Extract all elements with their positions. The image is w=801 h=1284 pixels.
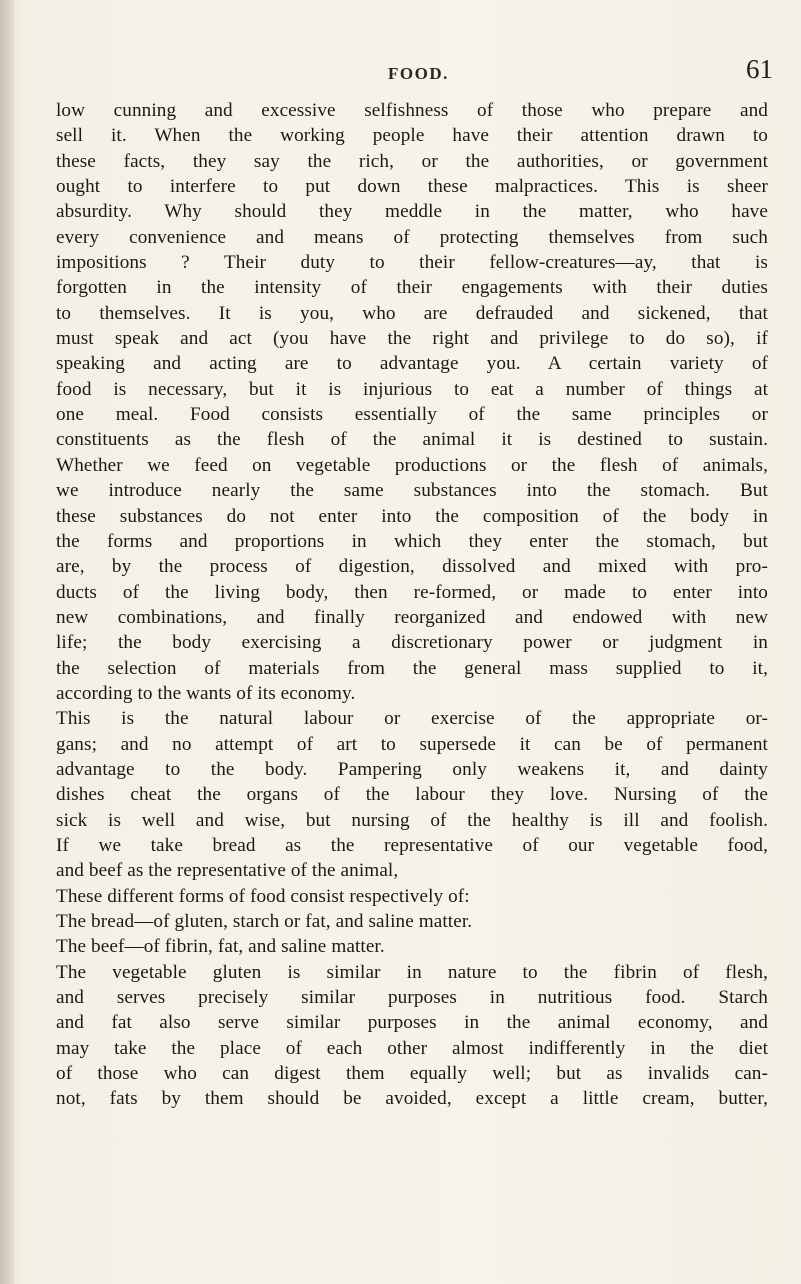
- text-line: of those who can digest them equally well; but as invalids can-: [56, 1063, 768, 1085]
- body-text: [56, 98, 768, 1112]
- text-line: The bread—of gluten, starch or fat, and saline matter.: [56, 911, 473, 932]
- text-line: life; the body exercising a discretionary power or judgment in: [56, 632, 768, 654]
- text-line: This is the natural labour or exercise of the appropriate or-: [56, 708, 768, 730]
- text-line: If we take bread as the representative of our vegetable food,: [56, 834, 768, 856]
- text-line: the forms and proportions in which they enter the stomach, but: [56, 530, 768, 552]
- text-line: These different forms of food consist respectively of:: [56, 885, 470, 907]
- text-line: may take the place of each other almost indifferently in the diet: [56, 1037, 768, 1059]
- text-line: The vegetable gluten is similar in nature to the fibrin of flesh,: [56, 961, 768, 983]
- text-line: speaking and acting are to advantage you. A certain variety of: [56, 353, 768, 375]
- text-line: absurdity. Why should they meddle in the matter, who have: [56, 201, 768, 223]
- text-line: we introduce nearly the same substances into the stomach. But: [56, 480, 768, 502]
- text-line: dishes cheat the organs of the labour they love. Nursing of the: [56, 784, 768, 806]
- text-line: forgotten in the intensity of their engagements with their duties: [56, 277, 768, 299]
- text-line: one meal. Food consists essentially of the same principles or: [56, 404, 768, 426]
- text-line: the selection of materials from the general mass supplied to it,: [56, 657, 768, 679]
- text-line: gans; and no attempt of art to supersede it can be of permanent: [56, 733, 768, 755]
- text-line: constituents as the flesh of the animal it is destined to sustain.: [56, 429, 768, 451]
- text-line: according to the wants of its economy.: [56, 682, 356, 704]
- text-line: these substances do not enter into the composition of the body in: [56, 505, 768, 527]
- text-line: The beef—of fibrin, fat, and saline matter.: [56, 936, 385, 958]
- text-line: food is necessary, but it is injurious to eat a number of things at: [56, 378, 768, 400]
- running-title: FOOD.: [388, 64, 449, 83]
- page-number: 61: [746, 54, 773, 84]
- text-line: these facts, they say the rich, or the authorities, or government: [56, 150, 768, 172]
- text-line: ducts of the living body, then re-formed, or made to enter into: [56, 581, 768, 603]
- binding-shadow: [0, 0, 14, 1284]
- text-line: to themselves. It is you, who are defrauded and sickened, that: [56, 302, 768, 324]
- text-line: Whether we feed on vegetable productions or the flesh of animals,: [56, 454, 768, 476]
- text-line: not, fats by them should be avoided, except a little cream, butter,: [56, 1088, 768, 1110]
- text-line: ought to interfere to put down these malpractices. This is sheer: [56, 176, 768, 198]
- text-line: and beef as the representative of the animal,: [56, 860, 399, 882]
- text-line: are, by the process of digestion, dissolved and mixed with pro-: [56, 556, 768, 578]
- running-head: [0, 54, 801, 90]
- text-line: advantage to the body. Pampering only weakens it, and dainty: [56, 758, 768, 780]
- text-line: sell it. When the working people have their attention drawn to: [56, 125, 768, 147]
- text-line: impositions ? Their duty to their fellow-creatures—ay, that is: [56, 252, 768, 274]
- text-line: and fat also serve similar purposes in the animal economy, and: [56, 1012, 768, 1034]
- text-line: low cunning and excessive selfishness of those who prepare and: [56, 100, 768, 121]
- text-line: and serves precisely similar purposes in nutritious food. Starch: [56, 987, 768, 1009]
- text-line: new combinations, and finally reorganized and endowed with new: [56, 606, 768, 628]
- text-line: every convenience and means of protecting themselves from such: [56, 226, 768, 248]
- text-line: must speak and act (you have the right and privilege to do so), if: [56, 328, 768, 350]
- text-line: sick is well and wise, but nursing of the healthy is ill and foolish.: [56, 809, 768, 831]
